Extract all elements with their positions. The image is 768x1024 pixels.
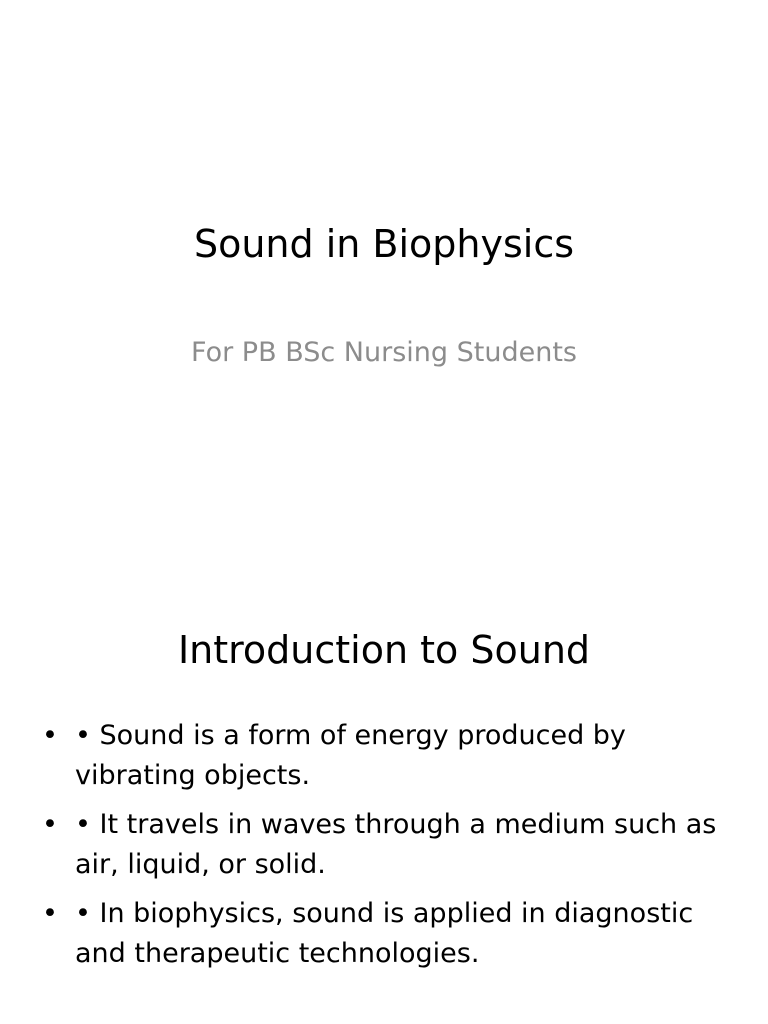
content-slide [0, 576, 768, 1024]
list-item [0, 805, 768, 885]
slide-title: Sound in Biophysics [193, 222, 575, 266]
bullet-text: • In biophysics, sound is applied in diagnostic and therapeutic technologies. [75, 898, 694, 969]
bullet-icon: • [42, 720, 58, 751]
slide-heading: Introduction to Sound [177, 628, 591, 672]
bullet-text: • It travels in waves through a medium such as air, liquid, or solid. [75, 809, 717, 880]
list-item [0, 894, 768, 974]
bullet-list [0, 716, 768, 983]
bullet-icon: • [42, 898, 58, 929]
bullet-text: • Sound is a form of energy produced by vibrating objects. [75, 720, 626, 791]
list-item [0, 716, 768, 796]
bullet-icon: • [42, 809, 58, 840]
slide-subtitle: For PB BSc Nursing Students [191, 337, 577, 368]
